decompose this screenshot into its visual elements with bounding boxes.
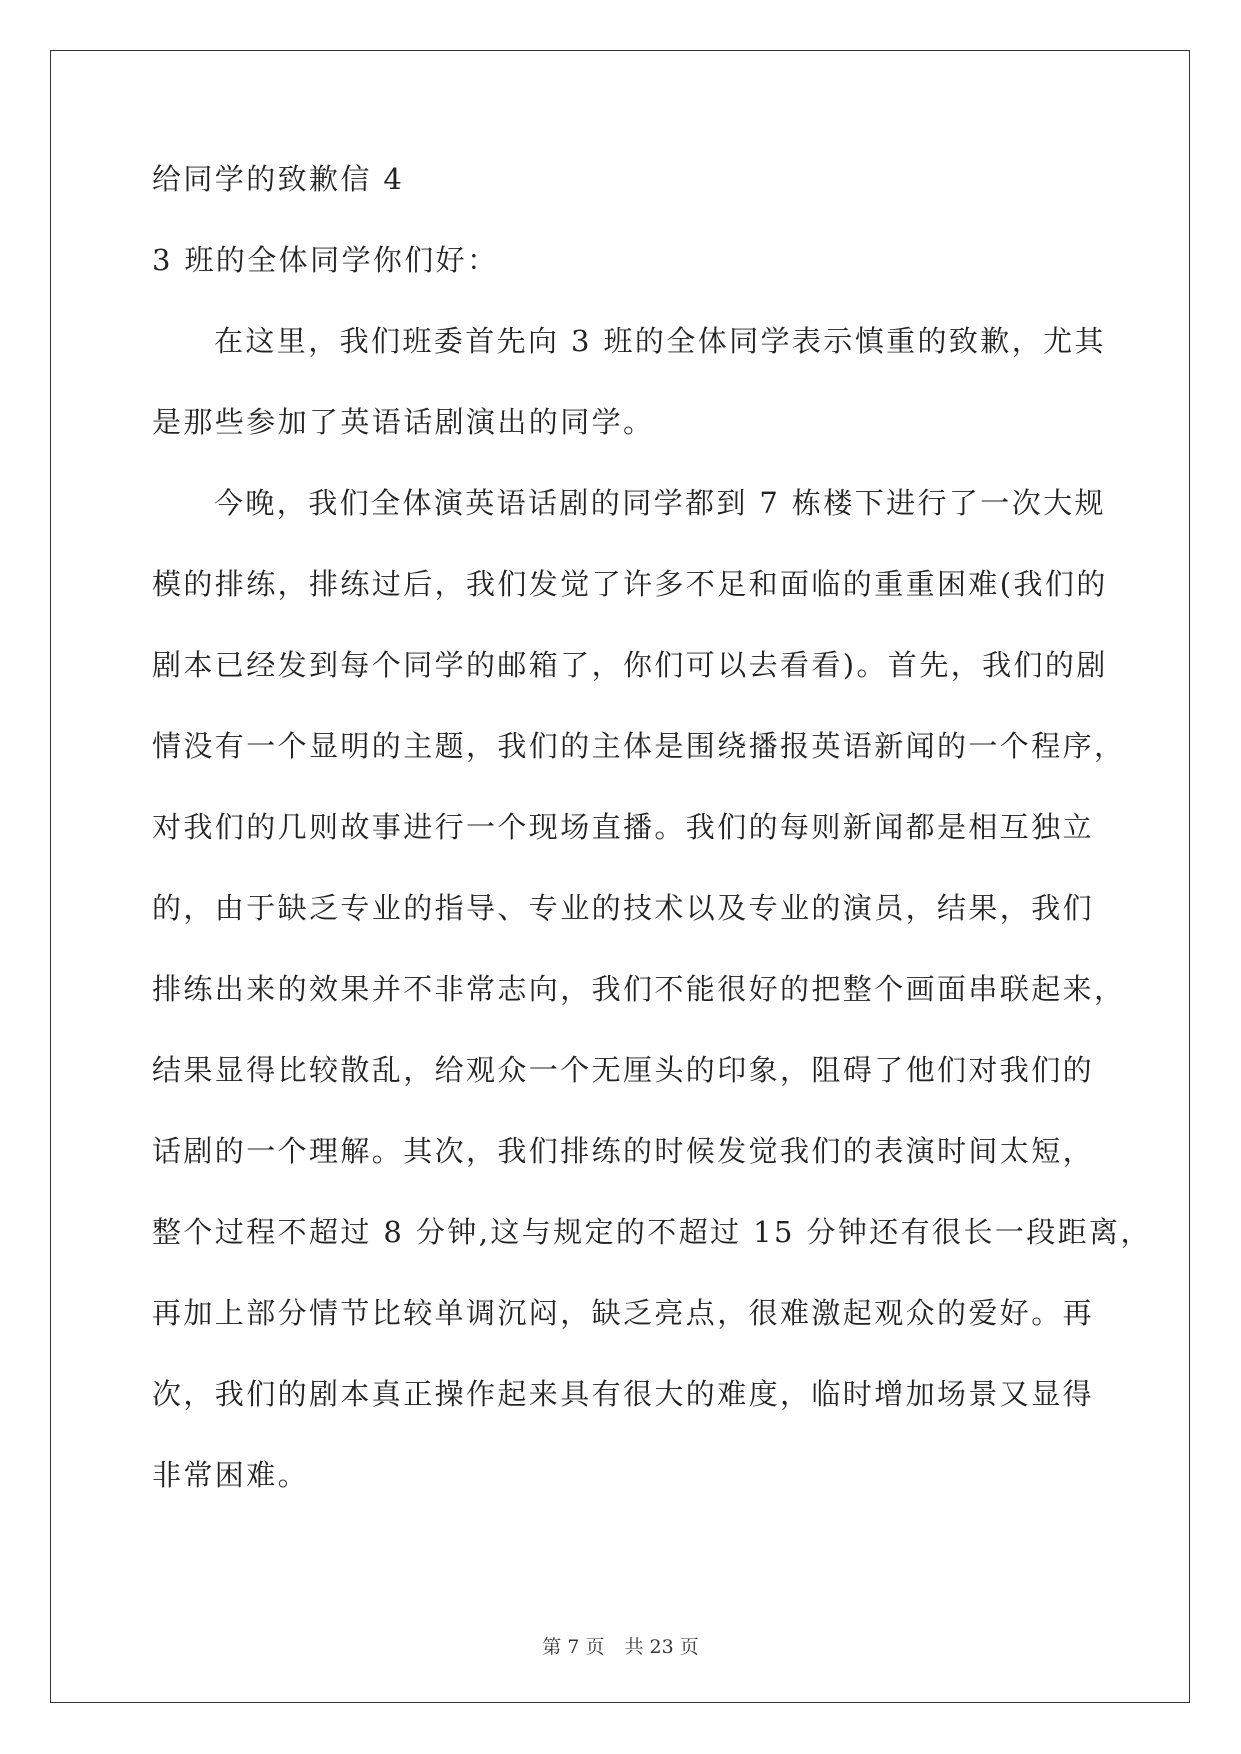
body-line: 情没有一个显明的主题，我们的主体是围绕播报英语新闻的一个程序， bbox=[152, 729, 1126, 763]
body-line: 对我们的几则故事进行一个现场直播。我们的每则新闻都是相互独立 bbox=[152, 810, 1095, 844]
body-line: 次，我们的剧本真正操作起来具有很大的难度，临时增加场景又显得 bbox=[152, 1377, 1095, 1411]
body-line: 话剧的一个理解。其次，我们排练的时候发觉我们的表演时间太短， bbox=[152, 1134, 1095, 1168]
body-line: 是那些参加了英语话剧演出的同学。 bbox=[152, 405, 655, 439]
salutation: 3 班的全体同学你们好： bbox=[152, 243, 499, 277]
body-line: 的，由于缺乏专业的指导、专业的技术以及专业的演员，结果，我们 bbox=[152, 891, 1095, 925]
body-line: 非常困难。 bbox=[152, 1458, 310, 1492]
body-line: 排练出来的效果并不非常志向，我们不能很好的把整个画面串联起来， bbox=[152, 972, 1126, 1006]
body-line: 在这里，我们班委首先向 3 班的全体同学表示慎重的致歉，尤其 bbox=[214, 324, 1106, 358]
page-number: 第 7 页 bbox=[542, 1636, 605, 1658]
document-title: 给同学的致歉信 4 bbox=[152, 162, 405, 196]
body-line: 今晚，我们全体演英语话剧的同学都到 7 栋楼下进行了一次大规 bbox=[214, 486, 1106, 520]
body-line: 剧本已经发到每个同学的邮箱了，你们可以去看看)。首先，我们的剧 bbox=[152, 648, 1108, 682]
page-total: 共 23 页 bbox=[624, 1636, 699, 1658]
body-line: 整个过程不超过 8 分钟,这与规定的不超过 15 分钟还有很长一段距离， bbox=[152, 1215, 1152, 1249]
letter-body bbox=[152, 301, 1152, 1516]
body-line: 模的排练，排练过后，我们发觉了许多不足和面临的重重困难(我们的 bbox=[152, 567, 1108, 601]
body-line: 结果显得比较散乱，给观众一个无厘头的印象，阻碍了他们对我们的 bbox=[152, 1053, 1095, 1087]
page-footer bbox=[0, 1632, 1241, 1659]
body-line: 再加上部分情节比较单调沉闷，缺乏亮点，很难激起观众的爱好。再 bbox=[152, 1296, 1095, 1330]
document-body bbox=[152, 162, 1152, 1516]
